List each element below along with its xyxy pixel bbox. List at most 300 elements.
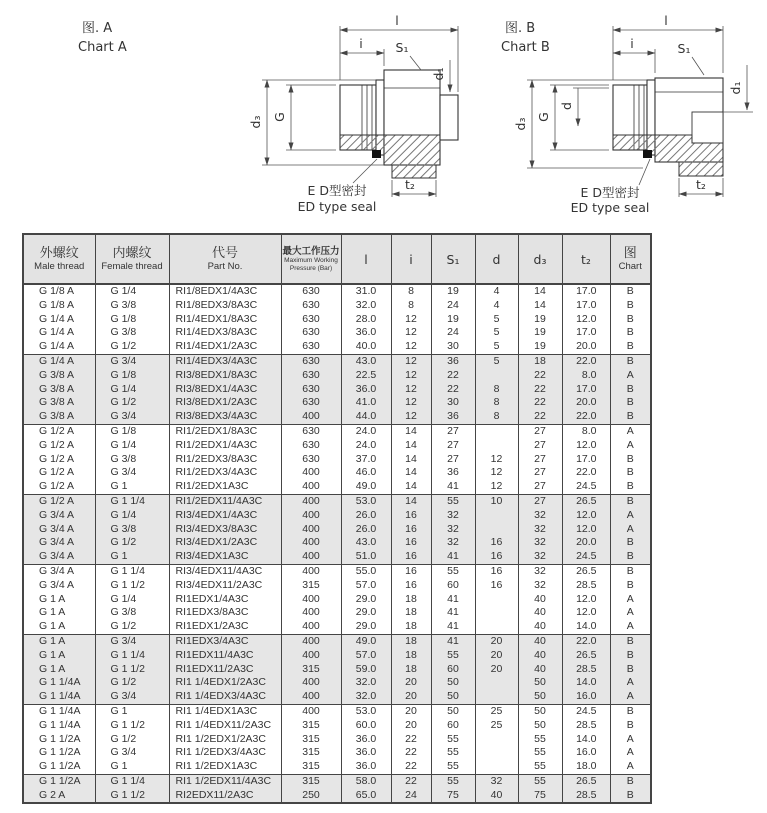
cell-s1: 75 (431, 789, 475, 804)
col-chart (610, 234, 651, 284)
cell-l: 29.0 (341, 593, 391, 607)
cell-chart: B (610, 284, 651, 299)
dim-t2-label: t₂ (405, 177, 415, 192)
female-thread-header-cn: 内螺纹 (112, 246, 152, 261)
cell-female-thread: G 1 (95, 760, 169, 774)
col-t2 (562, 234, 610, 284)
chart-a-title (78, 21, 127, 55)
table-row (23, 733, 651, 747)
cell-part-no: RI1/4EDX1/8A3C (169, 313, 281, 327)
cell-chart: B (610, 299, 651, 313)
cell-chart: B (610, 579, 651, 593)
cell-d3: 55 (518, 746, 562, 760)
cell-s1: 32 (431, 509, 475, 523)
cell-female-thread: G 1 1/2 (95, 789, 169, 804)
cell-d: 8 (475, 396, 518, 410)
cell-t2: 22.0 (562, 466, 610, 480)
cell-t2: 17.0 (562, 299, 610, 313)
cell-d3: 27 (518, 453, 562, 467)
cell-chart: B (610, 494, 651, 508)
cell-male-thread: G 1 A (23, 593, 95, 607)
l-header: l (364, 251, 368, 267)
dim-i-label: i (359, 36, 363, 51)
cell-male-thread: G 1 1/2A (23, 774, 95, 788)
cell-chart: B (610, 396, 651, 410)
cell-part-no: RI1EDX3/8A3C (169, 606, 281, 620)
cell-part-no: RI1 1/4EDX11/2A3C (169, 719, 281, 733)
cell-i: 16 (391, 550, 431, 564)
cell-t2: 20.0 (562, 536, 610, 550)
cell-female-thread: G 1/2 (95, 676, 169, 690)
cell-d3: 27 (518, 439, 562, 453)
male-thread-header-en: Male thread (34, 261, 85, 272)
cell-l: 65.0 (341, 789, 391, 804)
cell-i: 8 (391, 299, 431, 313)
cell-t2: 26.5 (562, 774, 610, 788)
table-row (23, 509, 651, 523)
cell-d: 20 (475, 663, 518, 677)
cell-s1: 55 (431, 760, 475, 774)
table-row (23, 620, 651, 634)
cell-t2: 12.0 (562, 606, 610, 620)
dimension-s1 (396, 40, 421, 70)
fitting-spec-table (22, 233, 652, 804)
cell-d (475, 509, 518, 523)
cell-part-no: RI1/4EDX1/2A3C (169, 340, 281, 354)
cell-chart: B (610, 383, 651, 397)
cell-l: 29.0 (341, 620, 391, 634)
cell-male-thread: G 1 1/4A (23, 704, 95, 718)
cell-i: 8 (391, 284, 431, 299)
cell-male-thread: G 1/2 A (23, 453, 95, 467)
cell-i: 12 (391, 369, 431, 383)
cell-i: 12 (391, 410, 431, 424)
cell-d: 25 (475, 719, 518, 733)
table-row (23, 634, 651, 648)
cell-d: 12 (475, 480, 518, 494)
cell-s1: 55 (431, 494, 475, 508)
cell-t2: 8.0 (562, 424, 610, 438)
cell-l: 36.0 (341, 383, 391, 397)
cell-t2: 24.5 (562, 704, 610, 718)
cell-pressure: 400 (281, 690, 341, 704)
table-row (23, 704, 651, 718)
cell-chart: A (610, 676, 651, 690)
cell-male-thread: G 1/4 A (23, 354, 95, 368)
cell-s1: 50 (431, 690, 475, 704)
cell-male-thread: G 1 1/4A (23, 690, 95, 704)
cell-l: 53.0 (341, 704, 391, 718)
table-row (23, 536, 651, 550)
cell-female-thread: G 1 (95, 704, 169, 718)
cell-pressure: 400 (281, 564, 341, 578)
cell-d: 40 (475, 789, 518, 804)
cell-male-thread: G 3/8 A (23, 369, 95, 383)
cell-pressure: 315 (281, 579, 341, 593)
table-row (23, 494, 651, 508)
col-i (391, 234, 431, 284)
cell-l: 53.0 (341, 494, 391, 508)
cell-part-no: RI2EDX11/2A3C (169, 789, 281, 804)
table-row (23, 649, 651, 663)
cell-t2: 28.5 (562, 719, 610, 733)
cell-chart: A (610, 620, 651, 634)
cell-male-thread: G 1/4 A (23, 326, 95, 340)
cell-male-thread: G 3/8 A (23, 396, 95, 410)
cell-l: 44.0 (341, 410, 391, 424)
cell-d (475, 523, 518, 537)
cell-chart: B (610, 340, 651, 354)
ed-seal-marker (643, 150, 652, 158)
dimension-t2 (392, 177, 436, 197)
dimension-g (272, 85, 336, 150)
cell-l: 36.0 (341, 760, 391, 774)
cell-l: 29.0 (341, 606, 391, 620)
cell-chart: B (610, 719, 651, 733)
col-s1 (431, 234, 475, 284)
cell-t2: 17.0 (562, 326, 610, 340)
chart-b-title (501, 21, 550, 55)
cell-i: 16 (391, 564, 431, 578)
cell-chart: A (610, 593, 651, 607)
dim-g-label: G (536, 112, 551, 122)
cell-d3: 32 (518, 523, 562, 537)
cell-s1: 22 (431, 369, 475, 383)
cell-d3: 32 (518, 509, 562, 523)
dim-s1-label: S₁ (677, 41, 691, 56)
cell-male-thread: G 1 A (23, 606, 95, 620)
cell-part-no: RI3/8EDX3/4A3C (169, 410, 281, 424)
cell-s1: 55 (431, 733, 475, 747)
cell-l: 43.0 (341, 354, 391, 368)
cell-t2: 22.0 (562, 634, 610, 648)
cell-chart: B (610, 453, 651, 467)
cell-part-no: RI3/4EDX1/2A3C (169, 536, 281, 550)
cell-chart: B (610, 634, 651, 648)
cell-d3: 22 (518, 396, 562, 410)
cell-t2: 14.0 (562, 676, 610, 690)
cell-male-thread: G 1 A (23, 620, 95, 634)
cell-chart: A (610, 439, 651, 453)
cell-chart: B (610, 480, 651, 494)
i-header: i (409, 251, 413, 267)
cell-i: 18 (391, 634, 431, 648)
cell-female-thread: G 1/4 (95, 383, 169, 397)
seal-label-cn: E D型密封 (580, 185, 640, 200)
table-row (23, 453, 651, 467)
cell-d3: 19 (518, 313, 562, 327)
dim-t2-label: t₂ (696, 177, 706, 192)
cell-d: 12 (475, 466, 518, 480)
cell-chart: B (610, 774, 651, 788)
fitting-a-drawing (340, 67, 458, 178)
cell-female-thread: G 1 1/4 (95, 564, 169, 578)
ed-seal-callout (298, 159, 377, 214)
cell-male-thread: G 1 A (23, 634, 95, 648)
cell-female-thread: G 1/2 (95, 396, 169, 410)
cell-s1: 41 (431, 634, 475, 648)
cell-chart: A (610, 690, 651, 704)
cell-part-no: RI1EDX1/2A3C (169, 620, 281, 634)
cell-part-no: RI1/2EDX1A3C (169, 480, 281, 494)
cell-d3: 22 (518, 383, 562, 397)
cell-t2: 16.0 (562, 746, 610, 760)
col-l (341, 234, 391, 284)
cell-male-thread: G 3/4 A (23, 579, 95, 593)
cell-i: 20 (391, 704, 431, 718)
dim-l-label: l (664, 13, 668, 28)
table-row (23, 690, 651, 704)
cell-d3: 40 (518, 663, 562, 677)
cell-d3: 40 (518, 620, 562, 634)
cell-i: 18 (391, 620, 431, 634)
cell-l: 58.0 (341, 774, 391, 788)
cell-d: 25 (475, 704, 518, 718)
chart-header-en: Chart (618, 261, 642, 272)
cell-pressure: 630 (281, 453, 341, 467)
cell-male-thread: G 3/4 A (23, 523, 95, 537)
dim-d3-label: d₃ (248, 115, 263, 129)
cell-d (475, 676, 518, 690)
d-header: d (492, 251, 501, 267)
cell-t2: 24.5 (562, 480, 610, 494)
cell-t2: 26.5 (562, 494, 610, 508)
table-row (23, 606, 651, 620)
cell-chart: B (610, 704, 651, 718)
cell-s1: 60 (431, 719, 475, 733)
cell-pressure: 630 (281, 369, 341, 383)
cell-female-thread: G 3/8 (95, 326, 169, 340)
cell-male-thread: G 1/2 A (23, 424, 95, 438)
cell-d: 20 (475, 649, 518, 663)
cell-d3: 32 (518, 579, 562, 593)
chart-b-title-cn: 图. B (505, 21, 536, 36)
cell-d (475, 424, 518, 438)
cell-chart: B (610, 354, 651, 368)
cell-female-thread: G 1/2 (95, 733, 169, 747)
cell-d: 5 (475, 326, 518, 340)
cell-t2: 12.0 (562, 593, 610, 607)
cell-s1: 19 (431, 284, 475, 299)
cell-s1: 36 (431, 466, 475, 480)
cell-d3: 40 (518, 649, 562, 663)
cell-male-thread: G 1 1/2A (23, 733, 95, 747)
cell-pressure: 400 (281, 634, 341, 648)
cell-d3: 32 (518, 564, 562, 578)
cell-l: 46.0 (341, 466, 391, 480)
cell-chart: B (610, 410, 651, 424)
table-row (23, 789, 651, 804)
cell-part-no: RI3/8EDX1/2A3C (169, 396, 281, 410)
cell-s1: 36 (431, 410, 475, 424)
dim-d3-label: d₃ (513, 117, 528, 131)
cell-t2: 14.0 (562, 733, 610, 747)
table-row (23, 760, 651, 774)
cell-l: 28.0 (341, 313, 391, 327)
cell-chart: B (610, 564, 651, 578)
cell-pressure: 315 (281, 746, 341, 760)
dim-d1-label: d₁ (431, 67, 446, 81)
cell-male-thread: G 1/4 A (23, 340, 95, 354)
dim-d-label: d (559, 102, 574, 110)
cell-pressure: 400 (281, 550, 341, 564)
cell-pressure: 630 (281, 340, 341, 354)
cell-d: 4 (475, 284, 518, 299)
cell-pressure: 400 (281, 466, 341, 480)
cell-s1: 60 (431, 579, 475, 593)
cell-pressure: 400 (281, 523, 341, 537)
cell-t2: 16.0 (562, 690, 610, 704)
cell-t2: 20.0 (562, 340, 610, 354)
cell-d3: 55 (518, 760, 562, 774)
cell-l: 49.0 (341, 634, 391, 648)
cell-male-thread: G 2 A (23, 789, 95, 804)
cell-s1: 24 (431, 326, 475, 340)
cell-d3: 27 (518, 480, 562, 494)
cell-pressure: 630 (281, 396, 341, 410)
cell-t2: 12.0 (562, 439, 610, 453)
cell-chart: A (610, 733, 651, 747)
cell-part-no: RI1 1/2EDX11/4A3C (169, 774, 281, 788)
col-female-thread (95, 234, 169, 284)
cell-i: 12 (391, 313, 431, 327)
cell-i: 20 (391, 676, 431, 690)
cell-female-thread: G 3/4 (95, 690, 169, 704)
cell-part-no: RI1/2EDX1/8A3C (169, 424, 281, 438)
cell-i: 14 (391, 424, 431, 438)
table-row (23, 719, 651, 733)
cell-female-thread: G 3/4 (95, 466, 169, 480)
cell-i: 16 (391, 523, 431, 537)
cell-female-thread: G 1/4 (95, 593, 169, 607)
cell-part-no: RI1 1/4EDX3/4A3C (169, 690, 281, 704)
cell-t2: 24.5 (562, 550, 610, 564)
cell-female-thread: G 1 1/2 (95, 719, 169, 733)
cell-female-thread: G 3/4 (95, 634, 169, 648)
cell-l: 40.0 (341, 340, 391, 354)
cell-female-thread: G 1/4 (95, 509, 169, 523)
col-part-no (169, 234, 281, 284)
cell-pressure: 315 (281, 760, 341, 774)
dimension-d (559, 88, 609, 126)
s1-header: S₁ (446, 251, 460, 267)
table-row (23, 676, 651, 690)
dim-i-label: i (630, 36, 634, 51)
cell-d (475, 690, 518, 704)
cell-part-no: RI1/2EDX1/4A3C (169, 439, 281, 453)
cell-d3: 40 (518, 593, 562, 607)
table-row (23, 564, 651, 578)
part-no-header-cn: 代号 (211, 246, 238, 261)
cell-part-no: RI1EDX1/4A3C (169, 593, 281, 607)
cell-i: 24 (391, 789, 431, 804)
cell-i: 18 (391, 606, 431, 620)
cell-s1: 60 (431, 663, 475, 677)
cell-chart: B (610, 313, 651, 327)
cell-chart: A (610, 606, 651, 620)
cell-s1: 41 (431, 550, 475, 564)
cell-i: 18 (391, 593, 431, 607)
table-row (23, 523, 651, 537)
cell-t2: 8.0 (562, 369, 610, 383)
cell-d3: 55 (518, 774, 562, 788)
table-row (23, 354, 651, 368)
ed-seal-callout (571, 159, 650, 215)
dimension-i (340, 36, 384, 66)
cell-d3: 50 (518, 704, 562, 718)
cell-male-thread: G 1/8 A (23, 299, 95, 313)
cell-d3: 22 (518, 410, 562, 424)
cell-part-no: RI3/4EDX1/4A3C (169, 509, 281, 523)
ed-seal-marker (372, 150, 381, 158)
cell-l: 37.0 (341, 453, 391, 467)
cell-d3: 32 (518, 536, 562, 550)
chart-header-cn: 图 (623, 246, 637, 261)
cell-d: 12 (475, 453, 518, 467)
cell-s1: 50 (431, 676, 475, 690)
cell-pressure: 400 (281, 606, 341, 620)
cell-chart: A (610, 369, 651, 383)
cell-pressure: 400 (281, 649, 341, 663)
table-row (23, 593, 651, 607)
cell-chart: B (610, 466, 651, 480)
cell-female-thread: G 1 1/4 (95, 774, 169, 788)
cell-female-thread: G 3/8 (95, 299, 169, 313)
cell-pressure: 630 (281, 424, 341, 438)
cell-pressure: 400 (281, 509, 341, 523)
cell-l: 36.0 (341, 733, 391, 747)
cell-d: 16 (475, 550, 518, 564)
cell-d3: 18 (518, 354, 562, 368)
cell-d3: 40 (518, 606, 562, 620)
cell-i: 16 (391, 579, 431, 593)
cell-male-thread: G 1 1/2A (23, 746, 95, 760)
cell-female-thread: G 1 1/2 (95, 579, 169, 593)
table-row (23, 396, 651, 410)
dimension-g (536, 85, 609, 150)
female-bore (692, 112, 723, 143)
cell-female-thread: G 1/2 (95, 536, 169, 550)
cell-male-thread: G 1/8 A (23, 284, 95, 299)
cell-male-thread: G 1/4 A (23, 313, 95, 327)
cell-l: 32.0 (341, 676, 391, 690)
cell-d: 16 (475, 536, 518, 550)
cell-d3: 32 (518, 550, 562, 564)
cell-part-no: RI3/4EDX11/4A3C (169, 564, 281, 578)
t2-header: t₂ (581, 251, 591, 267)
header-row (23, 234, 651, 284)
cell-female-thread: G 3/4 (95, 746, 169, 760)
cell-t2: 28.5 (562, 789, 610, 804)
cell-female-thread: G 1/8 (95, 313, 169, 327)
cell-female-thread: G 3/8 (95, 606, 169, 620)
table-row (23, 313, 651, 327)
cell-pressure: 400 (281, 494, 341, 508)
cell-female-thread: G 1 1/4 (95, 494, 169, 508)
table-row (23, 340, 651, 354)
cell-d (475, 606, 518, 620)
chart-b-diagram (460, 0, 767, 228)
cell-pressure: 400 (281, 410, 341, 424)
cell-male-thread: G 3/4 A (23, 564, 95, 578)
dimension-d1 (723, 65, 753, 112)
cell-male-thread: G 3/8 A (23, 410, 95, 424)
cell-i: 14 (391, 439, 431, 453)
cell-t2: 26.5 (562, 649, 610, 663)
seal-label-cn: E D型密封 (307, 183, 367, 198)
cell-part-no: RI1/4EDX3/4A3C (169, 354, 281, 368)
cell-d: 10 (475, 494, 518, 508)
